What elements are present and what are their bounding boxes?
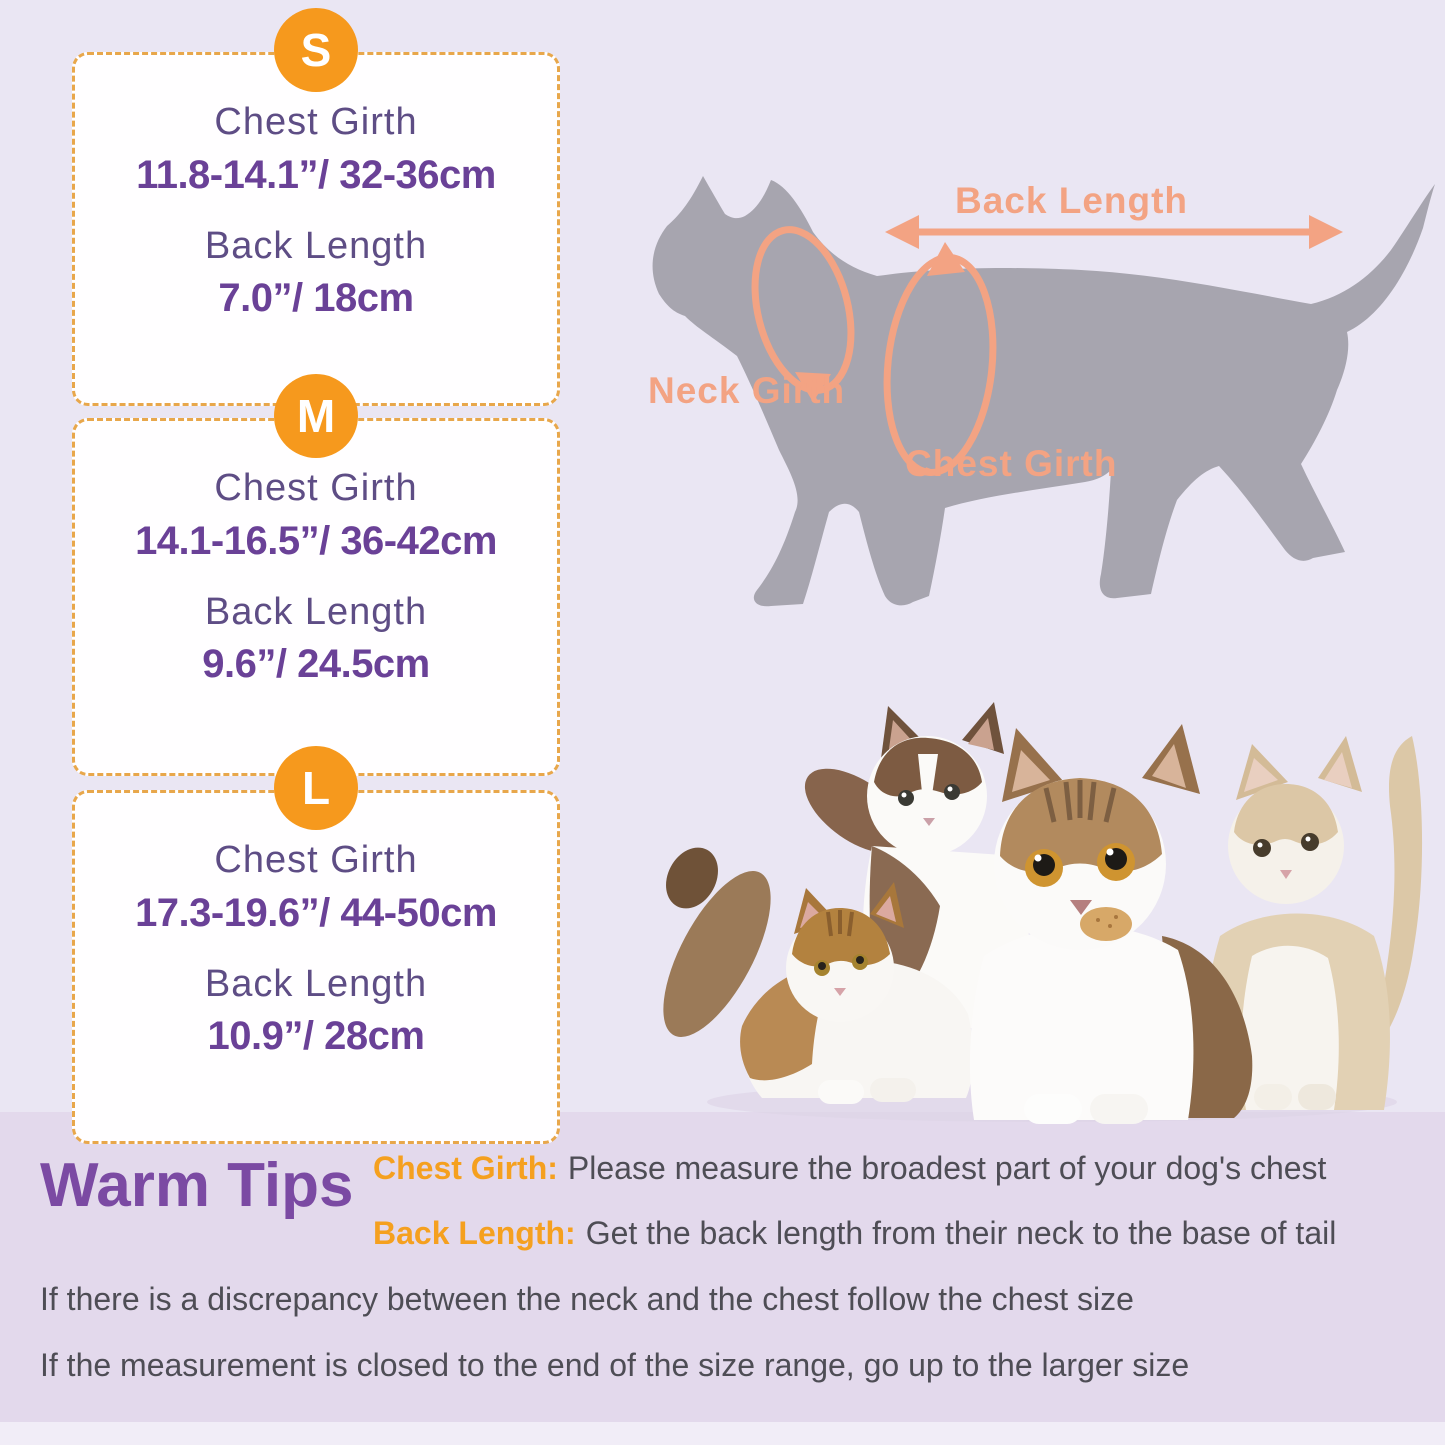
warm-tips-title: Warm Tips: [40, 1151, 354, 1220]
size-card-s: [72, 24, 560, 406]
chest-girth-label: Chest Girth: [214, 839, 418, 881]
chest-girth-value: 11.8-14.1”/ 32-36cm: [136, 152, 496, 197]
tip-back-length-text: Get the back length from their neck to the base of tail: [585, 1215, 1337, 1251]
chest-girth-label: Chest Girth: [214, 101, 418, 143]
chest-girth-label: Chest Girth: [214, 467, 418, 509]
neck-girth-annotation: Neck Girth: [648, 370, 846, 411]
tip-chest-girth-label: Chest Girth:: [373, 1150, 558, 1186]
note-size-range: If the measurement is closed to the end of the size range, go up to the larger size: [40, 1347, 1190, 1383]
chest-girth-value: 14.1-16.5”/ 36-42cm: [135, 518, 497, 563]
tip-chest-girth: [373, 1150, 1326, 1187]
note-discrepancy: If there is a discrepancy between the neck and the chest follow the chest size: [40, 1281, 1134, 1317]
chest-girth-annotation: Chest Girth: [905, 443, 1118, 484]
size-badge-l: L: [274, 746, 358, 830]
back-length-value: 7.0”/ 18cm: [218, 276, 414, 321]
back-length-label: Back Length: [204, 962, 428, 1005]
back-length-label: Back Length: [204, 224, 428, 267]
size-card-m: [72, 390, 560, 776]
back-length-annotation: Back Length: [955, 180, 1189, 221]
tip-chest-girth-text: Please measure the broadest part of your dog's chest: [567, 1150, 1327, 1186]
back-length-value: 10.9”/ 28cm: [207, 1014, 425, 1059]
size-badge-m: M: [274, 374, 358, 458]
back-length-value: 9.6”/ 24.5cm: [202, 642, 430, 687]
size-card-l: [72, 762, 560, 1144]
tip-back-length: [373, 1215, 1336, 1252]
tip-back-length-label: Back Length:: [373, 1215, 576, 1251]
back-length-label: Back Length: [204, 590, 428, 633]
size-badge-s: S: [274, 8, 358, 92]
bottom-strip: [0, 1422, 1445, 1445]
cats-photo: [622, 696, 1445, 1130]
chest-girth-value: 17.3-19.6”/ 44-50cm: [135, 890, 497, 935]
